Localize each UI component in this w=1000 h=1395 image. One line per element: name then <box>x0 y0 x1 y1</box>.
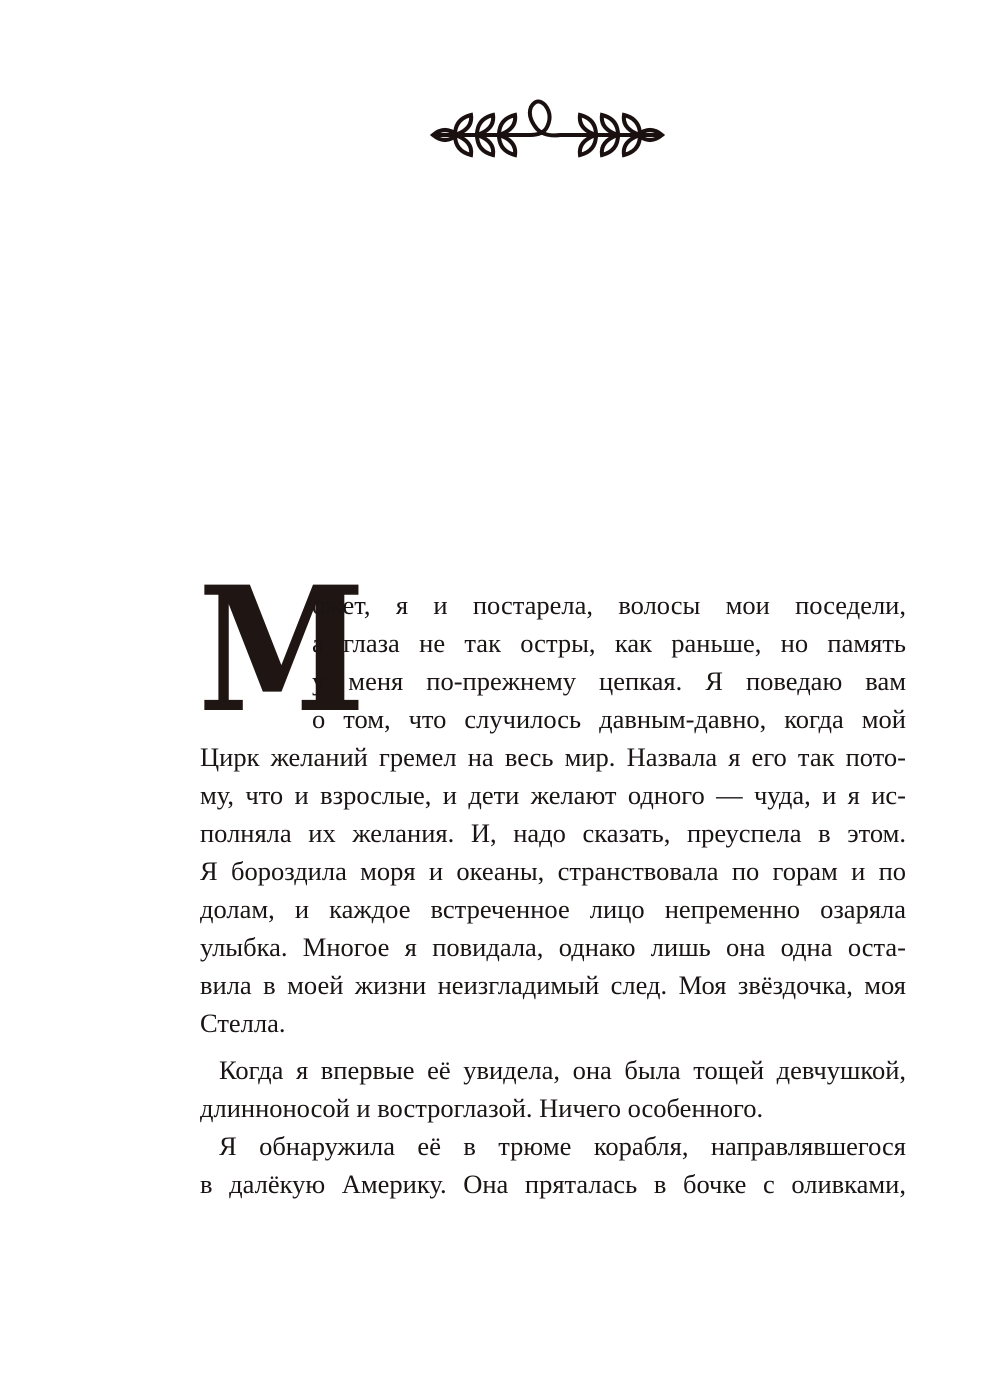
text-line: Я бороздила моря и океаны, странствовала по горам и по <box>200 856 906 886</box>
drop-cap: М <box>198 548 363 751</box>
text-line: му, что и взрослые, и дети желают одного — чуда, и я ис- <box>200 780 906 810</box>
text-line: о том, что случилось давным-давно, когда мой <box>312 704 906 734</box>
text-line: длинноносой и востроглазой. Ничего особенного. <box>200 1093 764 1123</box>
text-line: долам, и каждое встреченное лицо непременно озаряла <box>200 894 906 924</box>
text-line: улыбка. Многое я повидала, однако лишь она одна оста- <box>200 932 906 962</box>
text-line: Когда я впервые её увидела, она была тощей девчушкой, <box>219 1055 906 1085</box>
laurel-ornament-icon <box>425 95 670 160</box>
text-line: ожет, я и постарела, волосы мои поседели, <box>312 590 906 620</box>
text-line: Я обнаружила её в трюме корабля, направлявшегося <box>219 1131 906 1161</box>
text-line: у меня по-прежнему цепкая. Я поведаю вам <box>312 666 906 696</box>
text-line: вила в моей жизни неизгладимый след. Моя звёздочка, моя <box>200 970 906 1000</box>
text-line: Стелла. <box>200 1008 286 1038</box>
text-line: а глаза не так остры, как раньше, но память <box>312 628 906 658</box>
text-line: в далёкую Америку. Она пряталась в бочке с оливками, <box>200 1169 906 1199</box>
text-line: полняла их желания. И, надо сказать, преуспела в этом. <box>200 818 906 848</box>
text-line: Цирк желаний гремел на весь мир. Назвала я его так пото- <box>200 742 906 772</box>
